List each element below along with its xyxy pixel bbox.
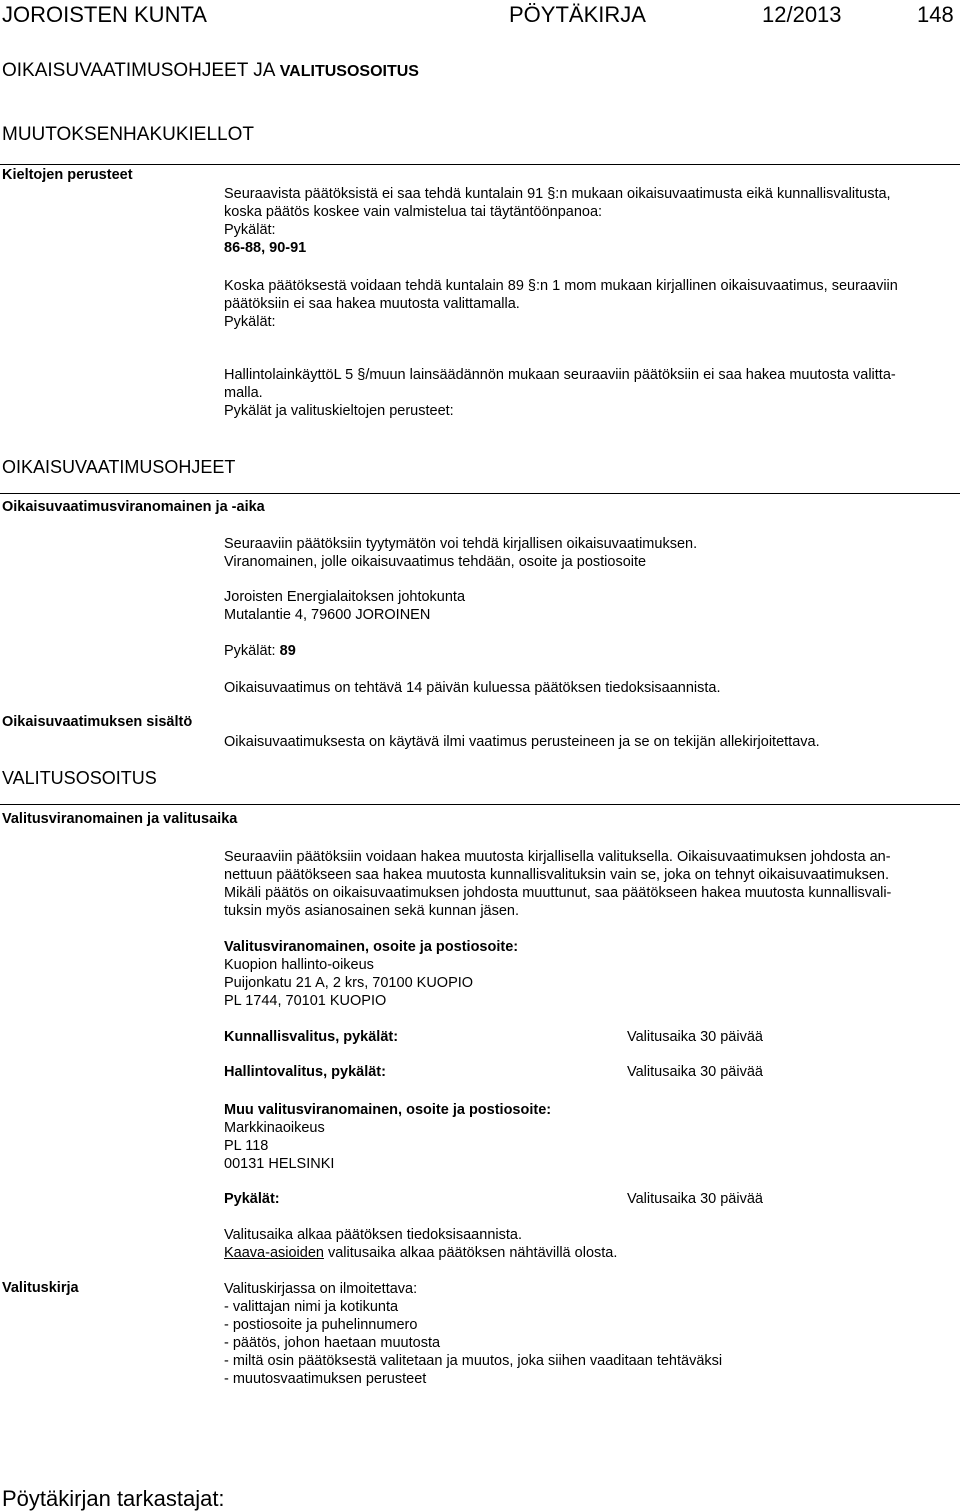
text-line: Valitusaika alkaa päätöksen tiedoksisaannista. [224,1227,522,1243]
text-line: nettuun päätökseen saa hakea muutosta kunnallisvalituksin vain se, joka on tehnyt oikaisuvaatimuksen. [224,867,889,883]
text-line: Seuraavista päätöksistä ei saa tehdä kuntalain 91 §:n mukaan oikaisuvaatimusta eikä kunnallisvalitusta, [224,186,891,202]
header-doc-number: 12/2013 [762,2,842,27]
text-line: malla. [224,385,263,401]
divider [0,804,960,805]
address-line: PL 1744, 70101 KUOPIO [224,993,387,1009]
pykalat-label: Pykälät: [224,1191,280,1207]
header-doc-type: PÖYTÄKIRJA [509,2,646,27]
address-line: Kuopion hallinto-oikeus [224,957,374,973]
address-line: Markkinaoikeus [224,1120,325,1136]
text-line: Pykälät ja valituskieltojen perusteet: [224,403,454,419]
address-line: Puijonkatu 21 A, 2 krs, 70100 KUOPIO [224,975,474,991]
text-line: Oikaisuvaatimuksesta on käytävä ilmi vaatimus perusteineen ja se on tekijän allekirjoitettava. [224,734,820,750]
side-label-valitusviranomainen: Valitusviranomainen ja valitusaika [2,811,238,827]
pykalat-value: 86-88, 90-91 [224,240,307,256]
text-span: valitusaika alkaa päätöksen nähtävillä olosta. [323,1245,618,1261]
text-line [224,1244,617,1262]
divider [0,164,960,165]
list-item: - muutosvaatimuksen perusteet [224,1371,427,1387]
text-line: Pykälät: [224,222,276,238]
list-item: - valittajan nimi ja kotikunta [224,1299,399,1315]
footer-tarkastajat: Pöytäkirjan tarkastajat: [2,1486,225,1511]
deadline-text: Oikaisuvaatimus on tehtävä 14 päivän kuluessa päätöksen tiedoksisaannista. [224,680,721,696]
pykalat-value: 89 [279,643,296,659]
other-authority-label: Muu valitusviranomainen, osoite ja postiosoite: [224,1102,552,1118]
text-line: koska päätös koskee vain valmistelua tai täytäntöönpanoa: [224,204,603,220]
main-title [2,60,419,82]
text-line: HallintolainkäyttöL 5 §/muun lainsäädännön mukaan seuraaviin päätöksiin ei saa hakea muutosta valitta- [224,367,896,383]
pykalat-line [224,642,296,660]
header-page-number: 148 [917,2,954,27]
address-line: 00131 HELSINKI [224,1156,335,1172]
kunnallisvalitus-label: Kunnallisvalitus, pykälät: [224,1029,399,1045]
kunnallisvalitus-time: Valitusaika 30 päivää [627,1029,763,1045]
list-item: - miltä osin päätöksestä valitetaan ja muutos, joka siihen vaaditaan tehtäväksi [224,1353,723,1369]
list-item: - päätös, johon haetaan muutosta [224,1335,441,1351]
hallintovalitus-time: Valitusaika 30 päivää [627,1064,763,1080]
kaava-asioiden-underlined: Kaava-asioiden [224,1245,324,1261]
list-item: - postiosoite ja puhelinnumero [224,1317,418,1333]
side-label-kieltojen-perusteet: Kieltojen perusteet [2,167,133,183]
side-label-sisalto: Oikaisuvaatimuksen sisältö [2,714,193,730]
text-line: Viranomainen, jolle oikaisuvaatimus tehdään, osoite ja postiosoite [224,554,647,570]
pykalat-time: Valitusaika 30 päivää [627,1191,763,1207]
main-title-part1: OIKAISUVAATIMUSOHJEET JA [2,60,275,81]
address-line: PL 118 [224,1138,269,1154]
text-line: Valituskirjassa on ilmoitettava: [224,1281,418,1297]
main-title-part2: VALITUSOSOITUS [279,63,419,80]
text-line: Seuraaviin päätöksiin tyytymätön voi tehdä kirjallisen oikaisuvaatimuksen. [224,536,698,552]
text-line: Seuraaviin päätöksiin voidaan hakea muutosta kirjallisella valituksella. Oikaisuvaatimuksen johdosta an- [224,849,891,865]
address-line: Mutalantie 4, 79600 JOROINEN [224,607,431,623]
divider [0,493,960,494]
authority-label: Valitusviranomainen, osoite ja postiosoite: [224,939,519,955]
text-line: päätöksiin ei saa hakea muutosta valittamalla. [224,296,520,312]
address-line: Joroisten Energialaitoksen johtokunta [224,589,466,605]
section-title-muutoksenhakukiellot: MUUTOKSENHAKUKIELLOT [2,124,254,145]
hallintovalitus-label: Hallintovalitus, pykälät: [224,1064,386,1080]
side-label-viranomainen-aika: Oikaisuvaatimusviranomainen ja -aika [2,499,265,515]
side-label-valituskirja: Valituskirja [2,1280,79,1296]
section-title-valitusosoitus: VALITUSOSOITUS [2,768,157,788]
pykalat-label: Pykälät: [224,643,276,659]
section-title-oikaisuvaatimusohjeet: OIKAISUVAATIMUSOHJEET [2,457,236,477]
text-line: Mikäli päätös on oikaisuvaatimuksen johdosta muuttunut, saa päätökseen hakea muutosta kunnallisvali- [224,885,892,901]
text-line: Pykälät: [224,314,276,330]
text-line: Koska päätöksestä voidaan tehdä kuntalain 89 §:n 1 mom mukaan kirjallinen oikaisuvaatimus, seuraaviin [224,278,898,294]
header-municipality: JOROISTEN KUNTA [2,2,207,27]
text-line: tuksin myös asianosainen sekä kunnan jäsen. [224,903,520,919]
